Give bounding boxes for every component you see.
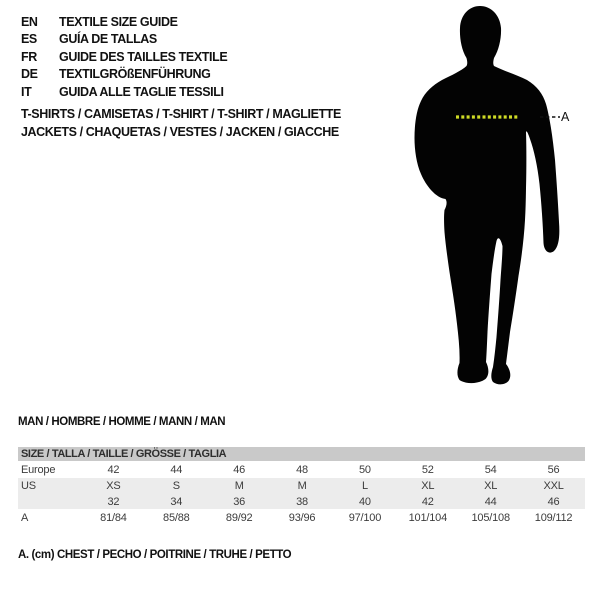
- language-code: IT: [21, 84, 32, 99]
- language-row: [21, 48, 227, 66]
- table-cell: 38: [296, 495, 308, 508]
- size-table-header: [18, 447, 585, 461]
- table-cell: 85/88: [163, 512, 190, 524]
- garment-categories: [21, 105, 341, 141]
- table-cell: M: [297, 480, 307, 492]
- language-list: [21, 13, 227, 101]
- table-cell: 56: [547, 463, 560, 476]
- table-cell: 44: [170, 463, 183, 476]
- table-row-europe: [18, 461, 585, 478]
- language-code: FR: [21, 49, 37, 64]
- table-cell: 93/96: [288, 512, 316, 524]
- category-line-jackets: JACKETS / CHAQUETAS / VESTES / JACKEN / GIACCHE: [21, 125, 339, 139]
- table-row-us: [18, 478, 585, 494]
- language-label: TEXTILE SIZE GUIDE: [59, 14, 178, 29]
- table-cell: XL: [421, 480, 435, 492]
- language-row: [21, 13, 227, 31]
- table-cell: 46: [547, 495, 560, 508]
- table-cell: 46: [233, 463, 246, 476]
- table-cell: 109/112: [534, 512, 573, 524]
- table-cell: XL: [484, 480, 498, 492]
- table-cell: 32: [107, 495, 120, 508]
- language-code: DE: [21, 67, 38, 82]
- language-label: GUÍA DE TALLAS: [59, 32, 157, 47]
- row-label: A: [21, 512, 29, 524]
- table-cell: M: [234, 480, 244, 492]
- row-label: US: [21, 480, 36, 492]
- table-cell: XXL: [543, 480, 564, 492]
- measurement-footnote: A. (cm) CHEST / PECHO / POITRINE / TRUHE / PETTO: [18, 549, 292, 561]
- table-cell: 97/100: [348, 512, 382, 524]
- table-cell: 105/108: [471, 512, 510, 524]
- table-cell: L: [361, 480, 368, 492]
- table-cell: 42: [107, 463, 120, 476]
- table-cell: S: [172, 480, 180, 492]
- table-cell: 34: [170, 495, 183, 508]
- language-row: [21, 83, 227, 101]
- language-label: GUIDE DES TAILLES TEXTILE: [59, 49, 228, 64]
- table-cell: 44: [484, 495, 497, 508]
- table-row-us-numeric: [18, 494, 585, 509]
- category-line-tshirts: T-SHIRTS / CAMISETAS / T-SHIRT / T-SHIRT / MAGLIETTE: [21, 107, 341, 121]
- language-row: [21, 66, 227, 84]
- table-cell: 101/104: [408, 512, 447, 524]
- gray-band: [18, 478, 585, 509]
- language-code: ES: [21, 32, 37, 47]
- silhouette-path: [415, 6, 560, 384]
- row-label: Europe: [21, 463, 56, 476]
- table-cell: 52: [421, 463, 434, 476]
- table-cell: 89/92: [225, 512, 253, 524]
- table-cell: 40: [359, 495, 371, 508]
- size-table-header-label: SIZE / TALLA / TAILLE / GRÖSSE / TAGLIA: [21, 448, 227, 460]
- table-cell: 42: [421, 495, 434, 508]
- language-label: GUIDA ALLE TAGLIE TESSILI: [59, 84, 224, 99]
- table-row-chest-a: [18, 509, 585, 527]
- table-cell: 54: [484, 463, 497, 476]
- language-row: [21, 31, 227, 49]
- table-cell: 81/84: [100, 512, 127, 524]
- measure-label-a: A: [561, 110, 570, 124]
- section-title: MAN / HOMBRE / HOMME / MANN / MAN: [18, 416, 226, 428]
- language-code: EN: [21, 14, 38, 29]
- table-cell: 48: [296, 463, 308, 476]
- table-cell: 36: [233, 495, 246, 508]
- language-label: TEXTILGRÖßENFÜHRUNG: [59, 67, 211, 82]
- man-silhouette: [400, 0, 570, 390]
- table-cell: XS: [106, 480, 121, 492]
- size-table: [18, 447, 585, 527]
- table-cell: 50: [359, 463, 371, 476]
